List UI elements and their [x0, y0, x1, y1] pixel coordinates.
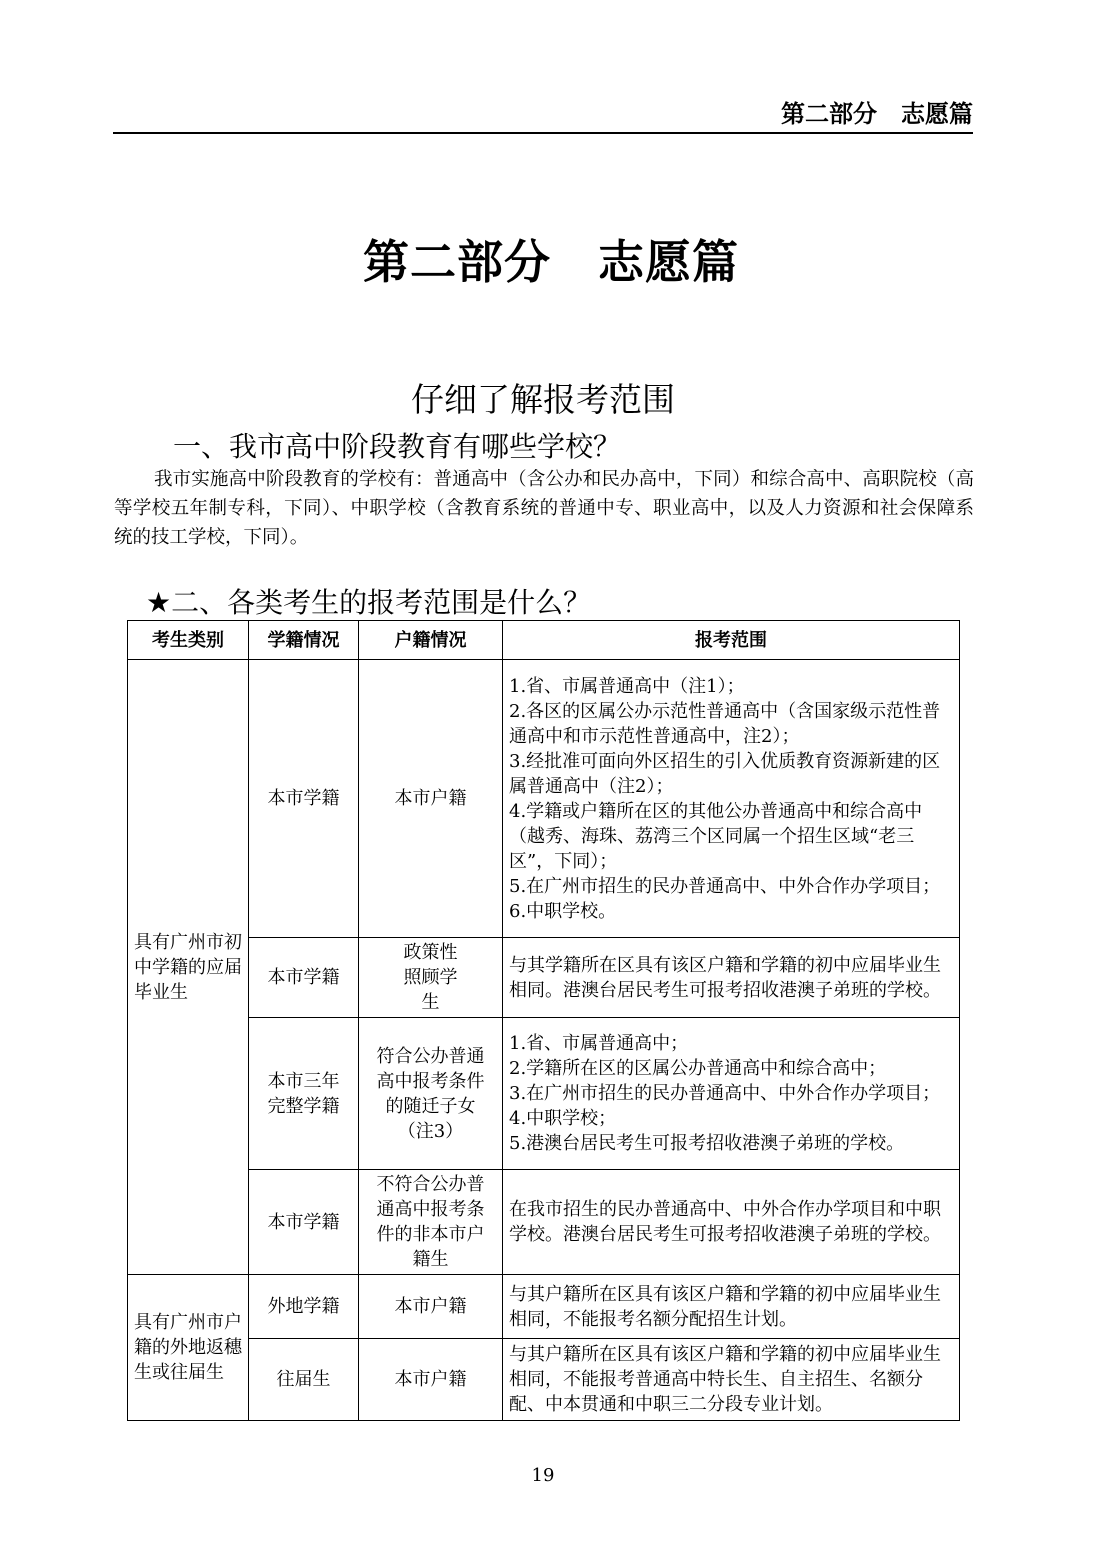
range-cell	[503, 938, 960, 1018]
range-line: 3.在广州市招生的民办普通高中、中外合作办学项目；	[509, 1083, 941, 1104]
range-line: 与其学籍所在区具有该区户籍和学籍的初中应届毕业生相同。港澳台居民考生可报考招收港澳子弟班的学校。	[509, 954, 941, 1001]
category-cell: 具有广州市户籍的外地返穗生或往届生	[128, 1275, 249, 1421]
table-row	[128, 1018, 960, 1170]
application-range-table	[127, 620, 960, 1421]
question-two-heading: ★二、各类考生的报考范围是什么？	[146, 586, 592, 619]
table-row	[128, 1339, 960, 1421]
huji-cell: 政策性照顾学生	[359, 938, 503, 1018]
running-header: 第二部分 志愿篇	[113, 98, 973, 134]
huji-cell: 不符合公办普通高中报考条件的非本市户籍生	[359, 1170, 503, 1275]
table-row	[128, 660, 960, 938]
range-cell	[503, 1170, 960, 1275]
huji-cell: 本市户籍	[359, 1275, 503, 1339]
range-line: 4.中职学校；	[509, 1108, 617, 1129]
range-line: 1.省、市属普通高中；	[509, 1033, 689, 1054]
section-title: 仔细了解报考范围	[411, 380, 675, 419]
huji-cell: 本市户籍	[359, 1339, 503, 1421]
question-one-heading: 一、我市高中阶段教育有哪些学校？	[173, 430, 622, 463]
table-row	[128, 1170, 960, 1275]
xueji-cell: 本市学籍	[249, 1170, 359, 1275]
range-cell	[503, 660, 960, 938]
range-line: 1.省、市属普通高中（注1）；	[509, 675, 745, 697]
table-row	[128, 938, 960, 1018]
question-one-body: 我市实施高中阶段教育的学校有：普通高中（含公办和民办高中，下同）和综合高中、高职院校（高等学校五年制专科，下同）、中职学校（含教育系统的普通中专、职业高中，以及人力资源和社会保障系统的技工学校，下同）。	[114, 469, 974, 548]
header-category: 考生类别	[128, 621, 249, 660]
range-cell	[503, 1275, 960, 1339]
xueji-cell: 本市学籍	[249, 938, 359, 1018]
header-range: 报考范围	[503, 621, 960, 660]
header-huji: 户籍情况	[359, 621, 503, 660]
huji-cell: 符合公办普通高中报考条件的随迁子女（注3）	[359, 1018, 503, 1170]
range-line: 2.学籍所在区的区属公办普通高中和综合高中；	[509, 1058, 887, 1079]
range-line: 5.港澳台居民考生可报考招收港澳子弟班的学校。	[509, 1133, 905, 1154]
range-line: 与其户籍所在区具有该区户籍和学籍的初中应届毕业生相同，不能报考名额分配招生计划。	[509, 1283, 941, 1330]
table-header-row	[128, 621, 960, 660]
category-cell: 具有广州市初中学籍的应届毕业生	[128, 660, 249, 1275]
header-xueji: 学籍情况	[249, 621, 359, 660]
page-number: 19	[531, 1465, 555, 1486]
range-cell	[503, 1339, 960, 1421]
range-line: 与其户籍所在区具有该区户籍和学籍的初中应届毕业生相同，不能报考普通高中特长生、自主招生、名额分配、中本贯通和中职三二分段专业计划。	[509, 1344, 941, 1415]
range-line: 3.经批准可面向外区招生的引入优质教育资源新建的区属普通高中（注2）；	[509, 750, 941, 797]
xueji-cell: 本市学籍	[249, 660, 359, 938]
range-line: 2.各区的区属公办示范性普通高中（含国家级示范性普通高中和市示范性普通高中，注2）；	[509, 700, 941, 747]
xueji-cell: 外地学籍	[249, 1275, 359, 1339]
xueji-cell: 本市三年完整学籍	[249, 1018, 359, 1170]
range-line: 4.学籍或户籍所在区的其他公办普通高中和综合高中（越秀、海珠、荔湾三个区同属一个招生区域“老三区”，下同）；	[509, 800, 923, 872]
range-line: 5.在广州市招生的民办普通高中、中外合作办学项目；	[509, 875, 941, 897]
range-line: 6.中职学校。	[509, 900, 617, 922]
xueji-cell: 往届生	[249, 1339, 359, 1421]
range-cell	[503, 1018, 960, 1170]
part-title: 第二部分 志愿篇	[363, 235, 739, 289]
huji-cell: 本市户籍	[359, 660, 503, 938]
range-line: 在我市招生的民办普通高中、中外合作办学项目和中职学校。港澳台居民考生可报考招收港澳子弟班的学校。	[509, 1199, 941, 1245]
table-row	[128, 1275, 960, 1339]
